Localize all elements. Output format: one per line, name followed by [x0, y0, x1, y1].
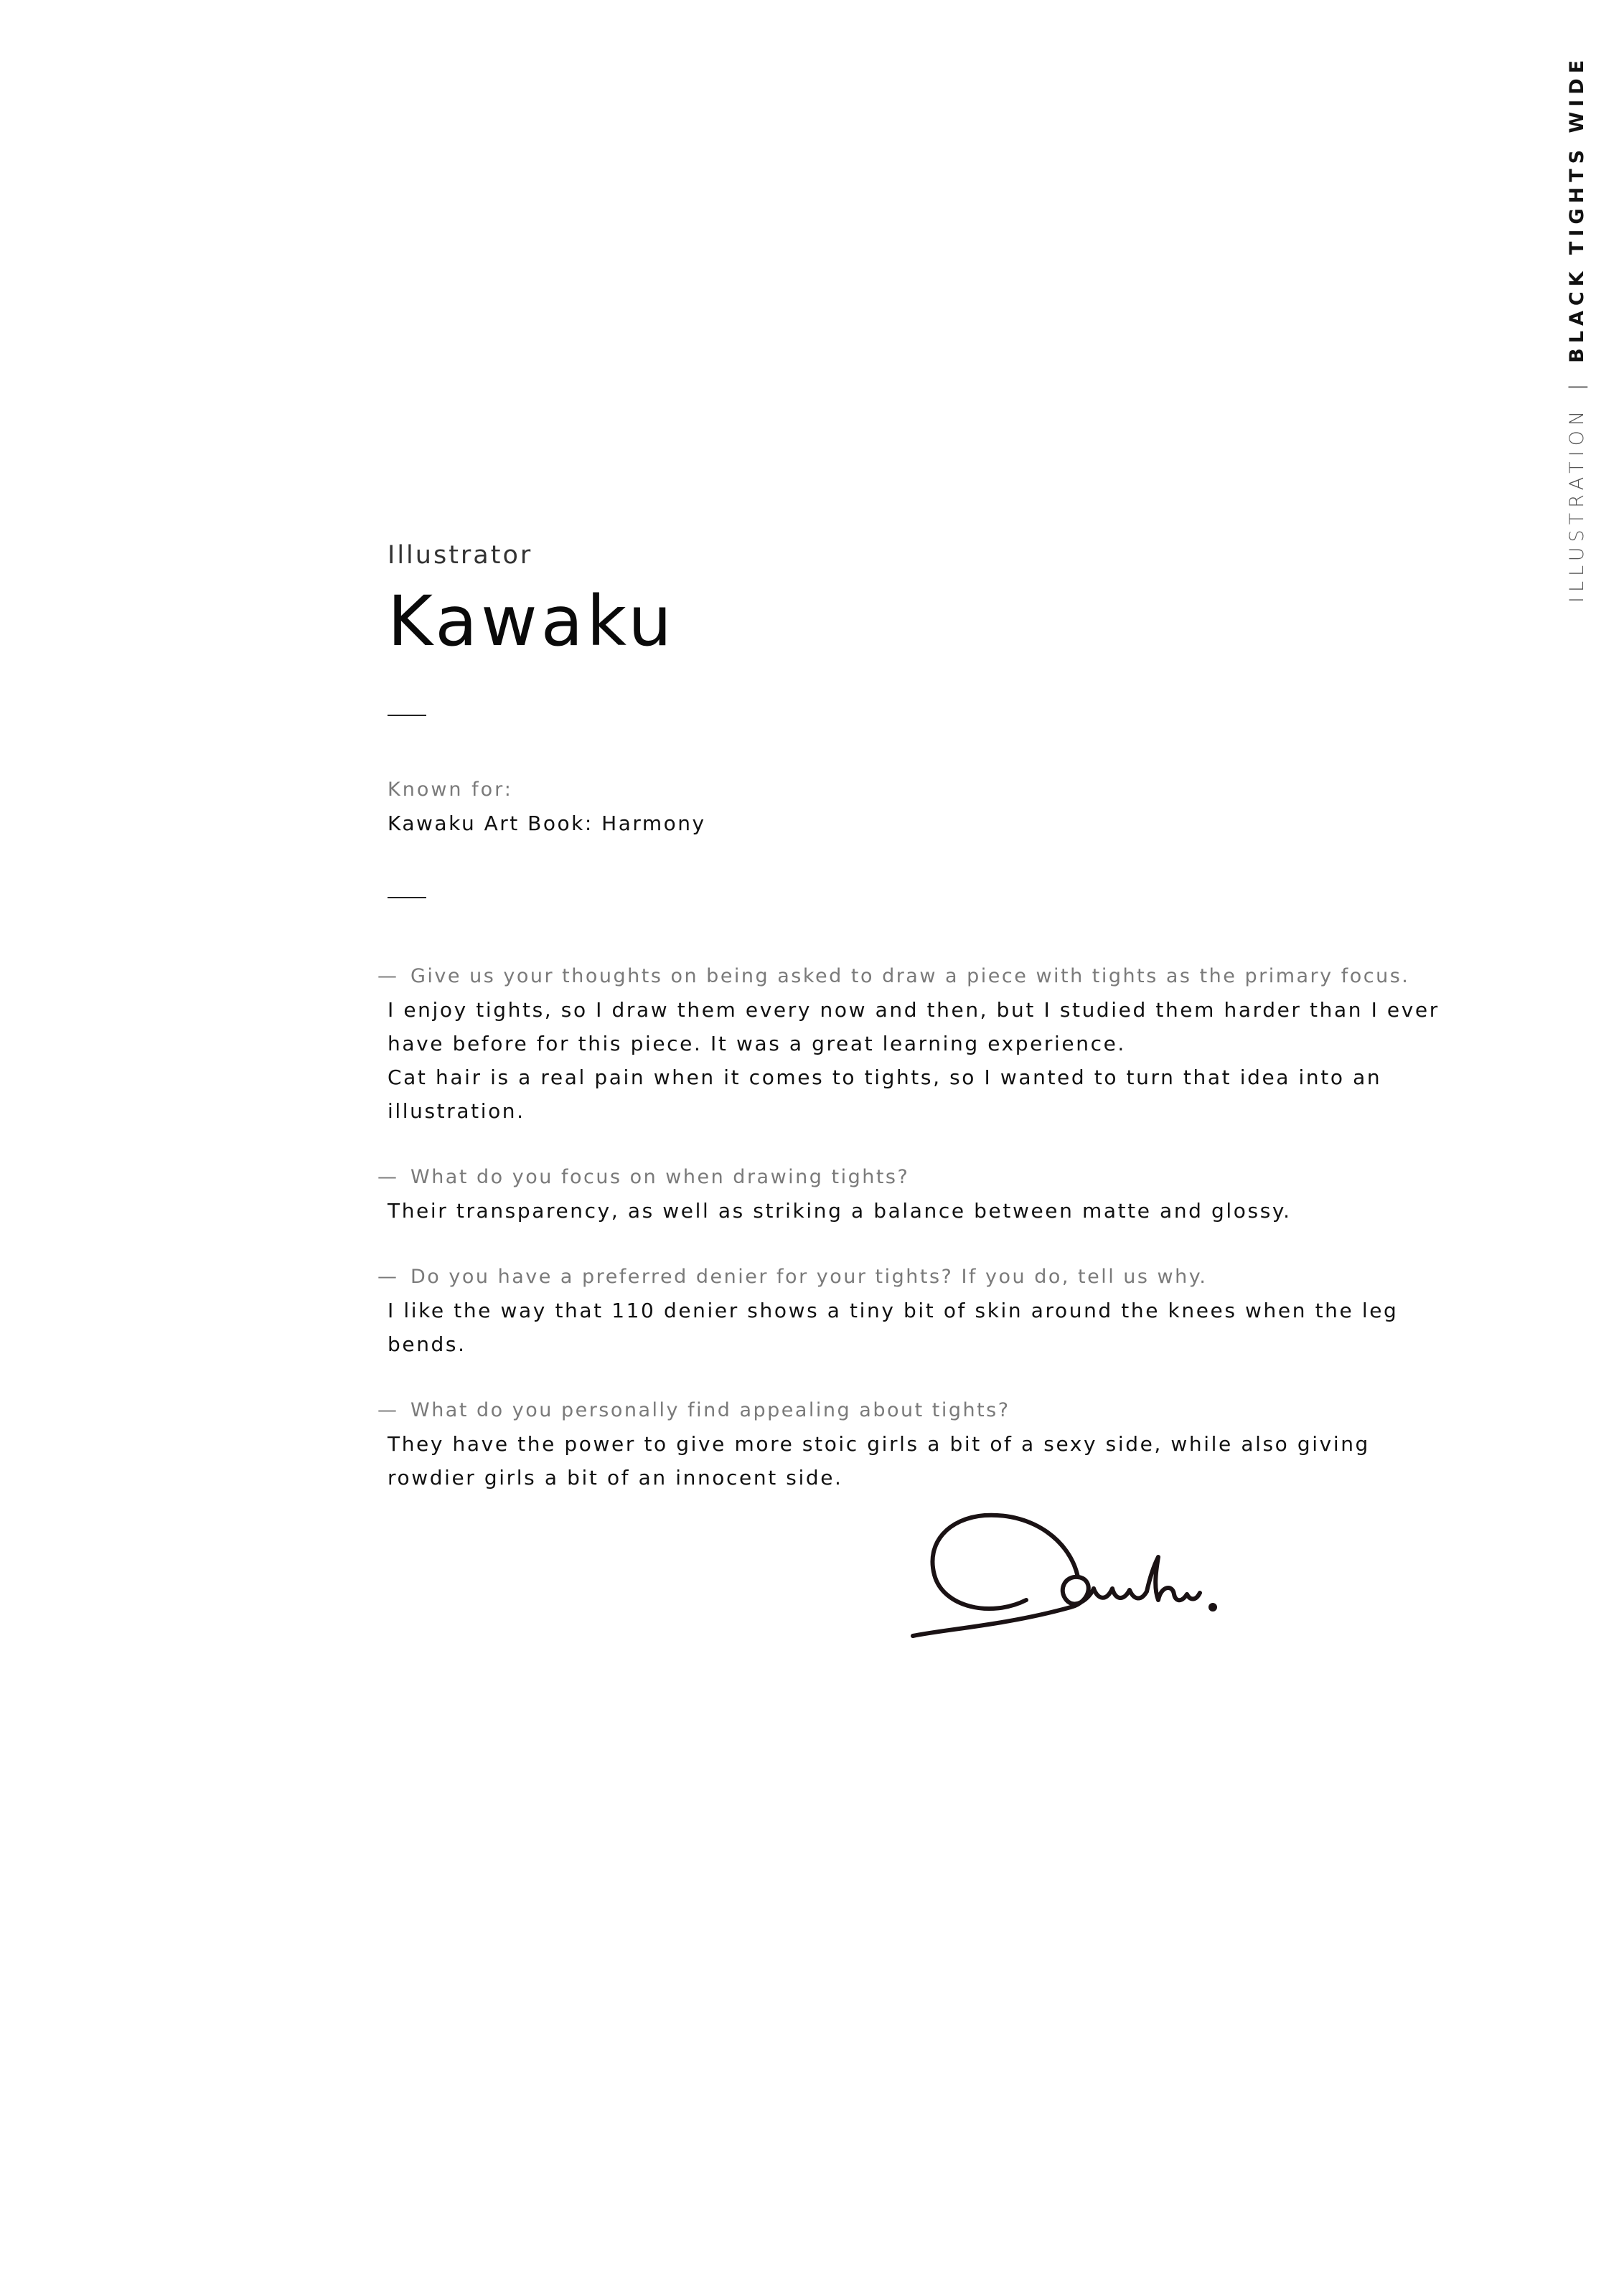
profile-content — [377, 538, 1464, 1528]
divider — [388, 715, 426, 716]
question-dash: — — [377, 1166, 399, 1188]
interview-answer: They have the power to give more stoic girls a bit of a sexy side, while also giving rowdier girls a bit of an innocent side. — [388, 1432, 1370, 1490]
interview-item — [377, 1394, 1464, 1495]
side-section-name: ILLUSTRATION — [1566, 405, 1588, 603]
side-section-label — [1556, 50, 1599, 603]
question-text: Give us your thoughts on being asked to draw a piece with tights as the primary focus. — [410, 965, 1410, 987]
side-title: BLACK TIGHTS WIDE — [1566, 55, 1588, 363]
known-for-label: Known for: — [388, 778, 513, 801]
signature-ink — [913, 1515, 1215, 1636]
artist-name: Kawaku — [388, 581, 675, 662]
interview-answer: Their transparency, as well as striking a balance between matte and glossy. — [388, 1199, 1292, 1223]
question-text: Do you have a preferred denier for your tights? If you do, tell us why. — [410, 1266, 1208, 1288]
interview-item — [377, 1261, 1464, 1361]
divider — [388, 897, 426, 898]
side-separator: | — [1566, 378, 1588, 390]
interview-question — [377, 1161, 1464, 1194]
interview-question — [377, 960, 1464, 993]
interview-answer: I enjoy tights, so I draw them every now and then, but I studied them harder than I ever have before for this piece. It was a great learning experience. Cat hair is a real pain when it comes to tights, so I wanted to turn that idea into an illustration. — [388, 998, 1440, 1123]
interview-list — [377, 960, 1464, 1495]
question-dash: — — [377, 965, 399, 987]
question-text: What do you focus on when drawing tights? — [410, 1166, 910, 1188]
interview-question — [377, 1394, 1464, 1427]
question-text: What do you personally find appealing about tights? — [410, 1399, 1010, 1421]
question-dash: — — [377, 1266, 399, 1288]
interview-question — [377, 1261, 1464, 1294]
question-dash: — — [377, 1399, 399, 1421]
role-label: Illustrator — [388, 541, 533, 570]
known-for-value: Kawaku Art Book: Harmony — [388, 811, 706, 835]
interview-item — [377, 960, 1464, 1128]
interview-item — [377, 1161, 1464, 1228]
signature-image — [906, 1500, 1221, 1657]
interview-answer: I like the way that 110 denier shows a tiny bit of skin around the knees when the leg bends. — [388, 1299, 1399, 1356]
